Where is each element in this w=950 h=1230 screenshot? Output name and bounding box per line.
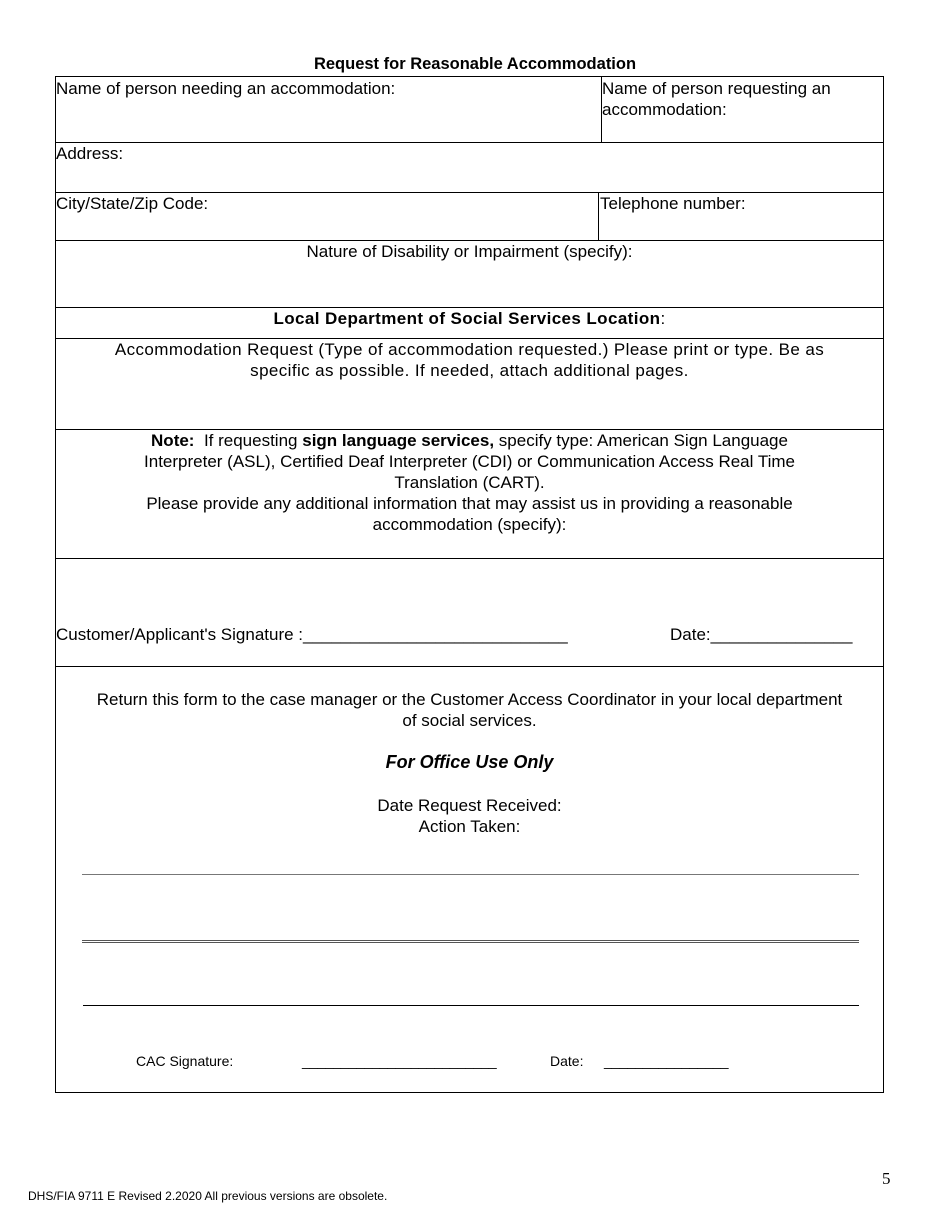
telephone-label: Telephone number:: [600, 194, 746, 213]
action-taken-line-1[interactable]: [82, 874, 859, 875]
signature-label-text: Customer/Applicant's Signature :: [56, 625, 304, 644]
action-taken-label: Action Taken:: [418, 817, 521, 836]
local-dept-label: [56, 308, 883, 329]
note-line-3: Translation (CART).: [394, 473, 545, 492]
applicant-signature-label: [56, 624, 568, 645]
nature-of-disability-label: Nature of Disability or Impairment (specify):: [306, 242, 633, 261]
note-line-5: accommodation (specify):: [372, 515, 567, 534]
divider: [56, 142, 883, 143]
note-label: Note:: [151, 431, 195, 450]
applicant-date-line[interactable]: _______________: [710, 625, 853, 644]
note-line-1: [56, 430, 883, 451]
office-use-heading: For Office Use Only: [385, 752, 554, 772]
note-text-a: If requesting: [203, 431, 298, 450]
note-text-b: specify type: American Sign Language: [498, 431, 788, 450]
person-requesting-label: Name of person requesting an accommodation:: [602, 79, 831, 119]
return-text-line-2: of social services.: [402, 711, 537, 730]
divider: [56, 666, 883, 667]
local-dept-bold: Local Department of Social Services Location: [273, 309, 661, 328]
cac-signature-label: CAC Signature:: [136, 1053, 234, 1069]
action-taken-line-3[interactable]: [83, 1005, 859, 1006]
note-bold-text: sign language services,: [302, 431, 495, 450]
city-state-zip-label: City/State/Zip Code:: [56, 194, 209, 213]
address-label: Address:: [56, 144, 124, 163]
page-number: 5: [882, 1169, 891, 1188]
cac-signature-line[interactable]: _________________________: [302, 1053, 497, 1069]
date-request-received-label: Date Request Received:: [377, 796, 562, 815]
form-title: Request for Reasonable Accommodation: [313, 55, 637, 73]
cac-date-label: Date:: [550, 1053, 584, 1069]
action-taken-line-2[interactable]: [82, 940, 859, 941]
accommodation-request-line-1: Accommodation Request (Type of accommodation requested.) Please print or type. Be as: [114, 340, 825, 359]
note-line-2: Interpreter (ASL), Certified Deaf Interpreter (CDI) or Communication Access Real Time: [144, 452, 795, 471]
divider: [598, 192, 599, 240]
accommodation-form: [55, 76, 884, 1093]
person-needing-label: Name of person needing an accommodation:: [56, 79, 396, 98]
footer-text: DHS/FIA 9711 E Revised 2.2020 All previous versions are obsolete.: [28, 1189, 388, 1203]
accommodation-request-line-2: specific as possible. If needed, attach additional pages.: [250, 361, 689, 380]
return-text-line-1: Return this form to the case manager or the Customer Access Coordinator in your local department: [96, 690, 843, 709]
divider: [56, 558, 883, 559]
applicant-date-label: [670, 624, 852, 645]
local-dept-suffix: :: [660, 309, 666, 328]
note-line-4: Please provide any additional information that may assist us in providing a reasonable: [146, 494, 793, 513]
applicant-signature-line[interactable]: ____________________________: [303, 625, 568, 644]
action-taken-line-2b: [82, 942, 859, 943]
cac-date-line[interactable]: ________________: [604, 1053, 729, 1069]
date-label-text: Date:: [670, 625, 711, 644]
